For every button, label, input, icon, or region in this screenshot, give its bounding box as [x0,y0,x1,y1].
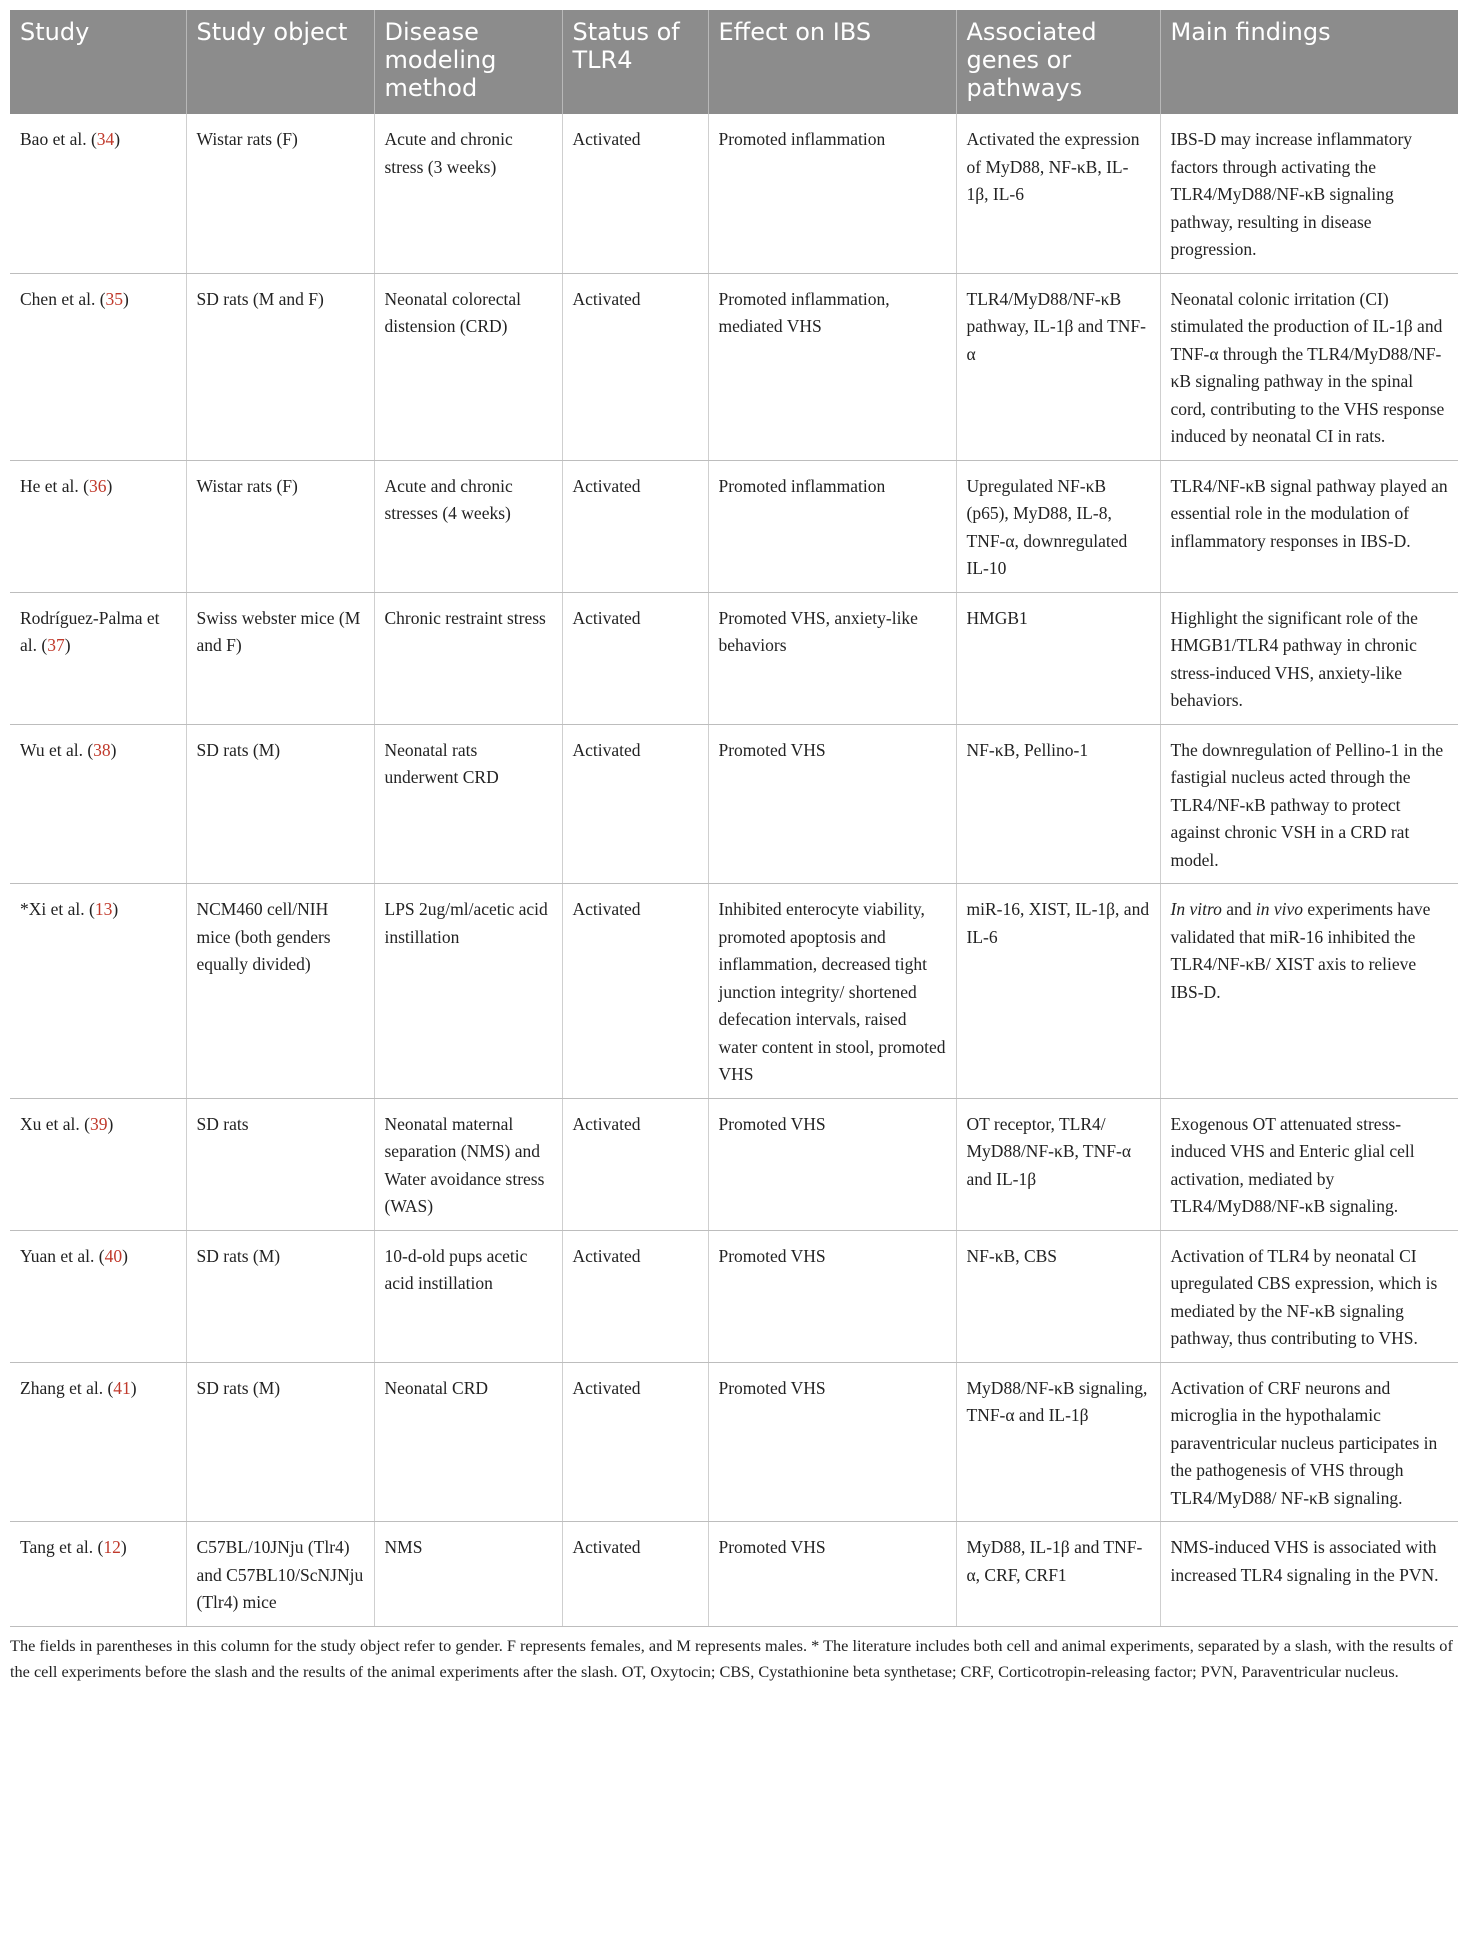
cell-study-object: C57BL/10JNju (Tlr4) and C57BL10/ScNJNju (Tlr4) mice [186,1522,374,1627]
study-close-paren: ) [106,475,113,496]
cell-main-findings: The downregulation of Pellino-1 in the fastigial nucleus acted through the TLR4/NF-κB pathway to protect against chronic VSH in a CRD rat model. [1160,724,1458,884]
cell-effect-on-ibs: Promoted inflammation [708,460,956,592]
table-row [10,273,1458,460]
cell-main-findings: NMS-induced VHS is associated with increased TLR4 signaling in the PVN. [1160,1522,1458,1627]
reference-link[interactable]: 35 [105,288,124,309]
table-row [10,884,1458,1099]
study-author: Tang et al. ( [20,1537,104,1557]
cell-study [10,1098,186,1230]
cell-status-of-tlr4: Activated [562,1362,708,1522]
cell-study [10,460,186,592]
cell-status-of-tlr4: Activated [562,592,708,724]
cell-effect-on-ibs: Promoted VHS [708,1230,956,1362]
cell-study [10,1362,186,1522]
cell-study-object: SD rats (M and F) [186,273,374,460]
cell-associated-genes: OT receptor, TLR4/ MyD88/NF-κB, TNF-α and IL-1β [956,1098,1160,1230]
cell-study-object: Wistar rats (F) [186,460,374,592]
cell-associated-genes: MyD88, IL-1β and TNF-α, CRF, CRF1 [956,1522,1160,1627]
findings-italic-term: In vitro [1170,899,1222,919]
cell-associated-genes: NF-κB, CBS [956,1230,1160,1362]
cell-disease-modeling-method: NMS [374,1522,562,1627]
study-close-paren: ) [110,739,117,760]
cell-study [10,1230,186,1362]
cell-study [10,884,186,1099]
reference-link[interactable]: 13 [94,899,113,919]
study-author: Zhang et al. ( [20,1377,114,1398]
study-author: Chen et al. ( [20,288,106,309]
cell-study [10,1522,186,1627]
cell-disease-modeling-method: Neonatal colorectal distension (CRD) [374,273,562,460]
reference-link[interactable]: 12 [103,1537,121,1557]
cell-status-of-tlr4: Activated [562,273,708,460]
cell-associated-genes: Activated the expression of MyD88, NF-κB, IL-1β, IL-6 [956,114,1160,273]
table-row [10,114,1458,273]
cell-effect-on-ibs: Promoted VHS [708,724,956,884]
cell-main-findings: IBS-D may increase inflammatory factors through activating the TLR4/MyD88/NF-κB signaling pathway, resulting in disease progression. [1160,114,1458,273]
study-close-paren: ) [120,1537,127,1557]
cell-study-object: SD rats (M) [186,1362,374,1522]
cell-disease-modeling-method: Neonatal maternal separation (NMS) and Water avoidance stress (WAS) [374,1098,562,1230]
cell-study-object: SD rats (M) [186,724,374,884]
study-author: Bao et al. ( [20,129,97,149]
table-row [10,1230,1458,1362]
studies-table [10,10,1458,1627]
cell-disease-modeling-method: Acute and chronic stress (3 weeks) [374,114,562,273]
cell-status-of-tlr4: Activated [562,884,708,1099]
cell-main-findings: TLR4/NF-κB signal pathway played an essential role in the modulation of inflammatory responses in IBS-D. [1160,460,1458,592]
study-close-paren: ) [114,129,121,149]
reference-link[interactable]: 36 [89,475,107,496]
table-footnote: The fields in parentheses in this column for the study object refer to gender. F represents females, and M represents males. * The literature includes both cell and animal experiments, separated by a slash, with the results of the cell experiments before the slash and the results of the animal experiments after the slash. OT, Oxytocin; CBS, Cystathionine beta synthetase; CRF, Corticotropin-releasing factor; PVN, Paraventricular nucleus. [10,1635,1453,1681]
reference-link[interactable]: 41 [113,1377,131,1398]
header-effect-on-ibs: Effect on IBS [708,10,956,114]
cell-main-findings: Exogenous OT attenuated stress-induced VHS and Enteric glial cell activation, mediated by TLR4/MyD88/NF-κB signaling. [1160,1098,1458,1230]
table-row [10,724,1458,884]
cell-main-findings: Neonatal colonic irritation (CI) stimulated the production of IL-1β and TNF-α through the TLR4/MyD88/NF-κB signaling pathway in the spinal cord, contributing to the VHS response induced by neonatal CI in rats. [1160,273,1458,460]
table-row [10,460,1458,592]
cell-associated-genes: MyD88/NF-κB signaling, TNF-α and IL-1β [956,1362,1160,1522]
study-author: Rodríguez-Palma et al. ( [20,607,160,655]
header-main-findings: Main findings [1160,10,1458,114]
cell-study [10,592,186,724]
cell-disease-modeling-method: Acute and chronic stresses (4 weeks) [374,460,562,592]
cell-effect-on-ibs: Promoted inflammation [708,114,956,273]
cell-disease-modeling-method: LPS 2ug/ml/acetic acid instillation [374,884,562,1099]
cell-effect-on-ibs: Promoted VHS [708,1362,956,1522]
reference-link[interactable]: 37 [47,635,65,655]
cell-main-findings: Activation of CRF neurons and microglia in the hypothalamic paraventricular nucleus participates in the pathogenesis of VHS through TLR4/MyD88/ NF-κB signaling. [1160,1362,1458,1522]
reference-link[interactable]: 34 [96,129,115,149]
cell-main-findings: Highlight the significant role of the HMGB1/TLR4 pathway in chronic stress-induced VHS, anxiety-like behaviors. [1160,592,1458,724]
header-associated-genes: Associated genes or pathways [956,10,1160,114]
cell-study [10,273,186,460]
study-close-paren: ) [64,635,71,655]
cell-effect-on-ibs: Promoted inflammation, mediated VHS [708,273,956,460]
findings-text: and [1221,899,1256,919]
cell-study-object: Swiss webster mice (M and F) [186,592,374,724]
study-author: Xu et al. ( [20,1113,90,1134]
cell-effect-on-ibs: Promoted VHS, anxiety-like behaviors [708,592,956,724]
cell-disease-modeling-method: Neonatal CRD [374,1362,562,1522]
cell-study-object: NCM460 cell/NIH mice (both genders equally divided) [186,884,374,1099]
cell-study-object: Wistar rats (F) [186,114,374,273]
cell-effect-on-ibs: Promoted VHS [708,1522,956,1627]
table-row [10,1362,1458,1522]
findings-italic-term: in vivo [1255,899,1304,919]
cell-study-object: SD rats [186,1098,374,1230]
cell-study-object: SD rats (M) [186,1230,374,1362]
reference-link[interactable]: 40 [104,1245,123,1266]
findings-text: experiments have validated that miR-16 inhibited the TLR4/NF-κB/ XIST axis to relieve IBS-D. [1170,899,1431,1002]
study-close-paren: ) [112,899,119,919]
cell-main-findings: Activation of TLR4 by neonatal CI upregulated CBS expression, which is mediated by the NF-κB signaling pathway, thus contributing to VHS. [1160,1230,1458,1362]
study-close-paren: ) [122,1245,128,1266]
cell-associated-genes: miR-16, XIST, IL-1β, and IL-6 [956,884,1160,1099]
reference-link[interactable]: 38 [93,739,111,760]
cell-status-of-tlr4: Activated [562,724,708,884]
header-study-object: Study object [186,10,374,114]
cell-main-findings [1160,884,1458,1099]
cell-effect-on-ibs: Promoted VHS [708,1098,956,1230]
study-author: *Xi et al. ( [20,899,95,919]
cell-associated-genes: HMGB1 [956,592,1160,724]
table-row [10,592,1458,724]
cell-status-of-tlr4: Activated [562,1522,708,1627]
cell-associated-genes: NF-κB, Pellino-1 [956,724,1160,884]
study-close-paren: ) [123,288,129,309]
cell-status-of-tlr4: Activated [562,1230,708,1362]
cell-study [10,724,186,884]
cell-status-of-tlr4: Activated [562,114,708,273]
cell-effect-on-ibs: Inhibited enterocyte viability, promoted apoptosis and inflammation, decreased tight junction integrity/ shortened defecation intervals, raised water content in stool, promoted VHS [708,884,956,1099]
header-disease-modeling-method: Disease modeling method [374,10,562,114]
study-author: Wu et al. ( [20,739,94,760]
table-container [10,10,1458,1685]
cell-status-of-tlr4: Activated [562,460,708,592]
study-author: He et al. ( [20,475,89,496]
cell-status-of-tlr4: Activated [562,1098,708,1230]
cell-associated-genes: Upregulated NF-κB (p65), MyD88, IL-8, TNF-α, downregulated IL-10 [956,460,1160,592]
header-study: Study [10,10,186,114]
header-row [10,10,1458,114]
cell-associated-genes: TLR4/MyD88/NF-κB pathway, IL-1β and TNF-α [956,273,1160,460]
table-row [10,1098,1458,1230]
reference-link[interactable]: 39 [89,1113,108,1134]
cell-study [10,114,186,273]
study-close-paren: ) [107,1113,114,1134]
study-author: Yuan et al. ( [20,1245,105,1266]
cell-disease-modeling-method: Neonatal rats underwent CRD [374,724,562,884]
table-row [10,1522,1458,1627]
study-close-paren: ) [130,1377,137,1398]
cell-disease-modeling-method: 10-d-old pups acetic acid instillation [374,1230,562,1362]
header-status-of-tlr4: Status of TLR4 [562,10,708,114]
cell-disease-modeling-method: Chronic restraint stress [374,592,562,724]
